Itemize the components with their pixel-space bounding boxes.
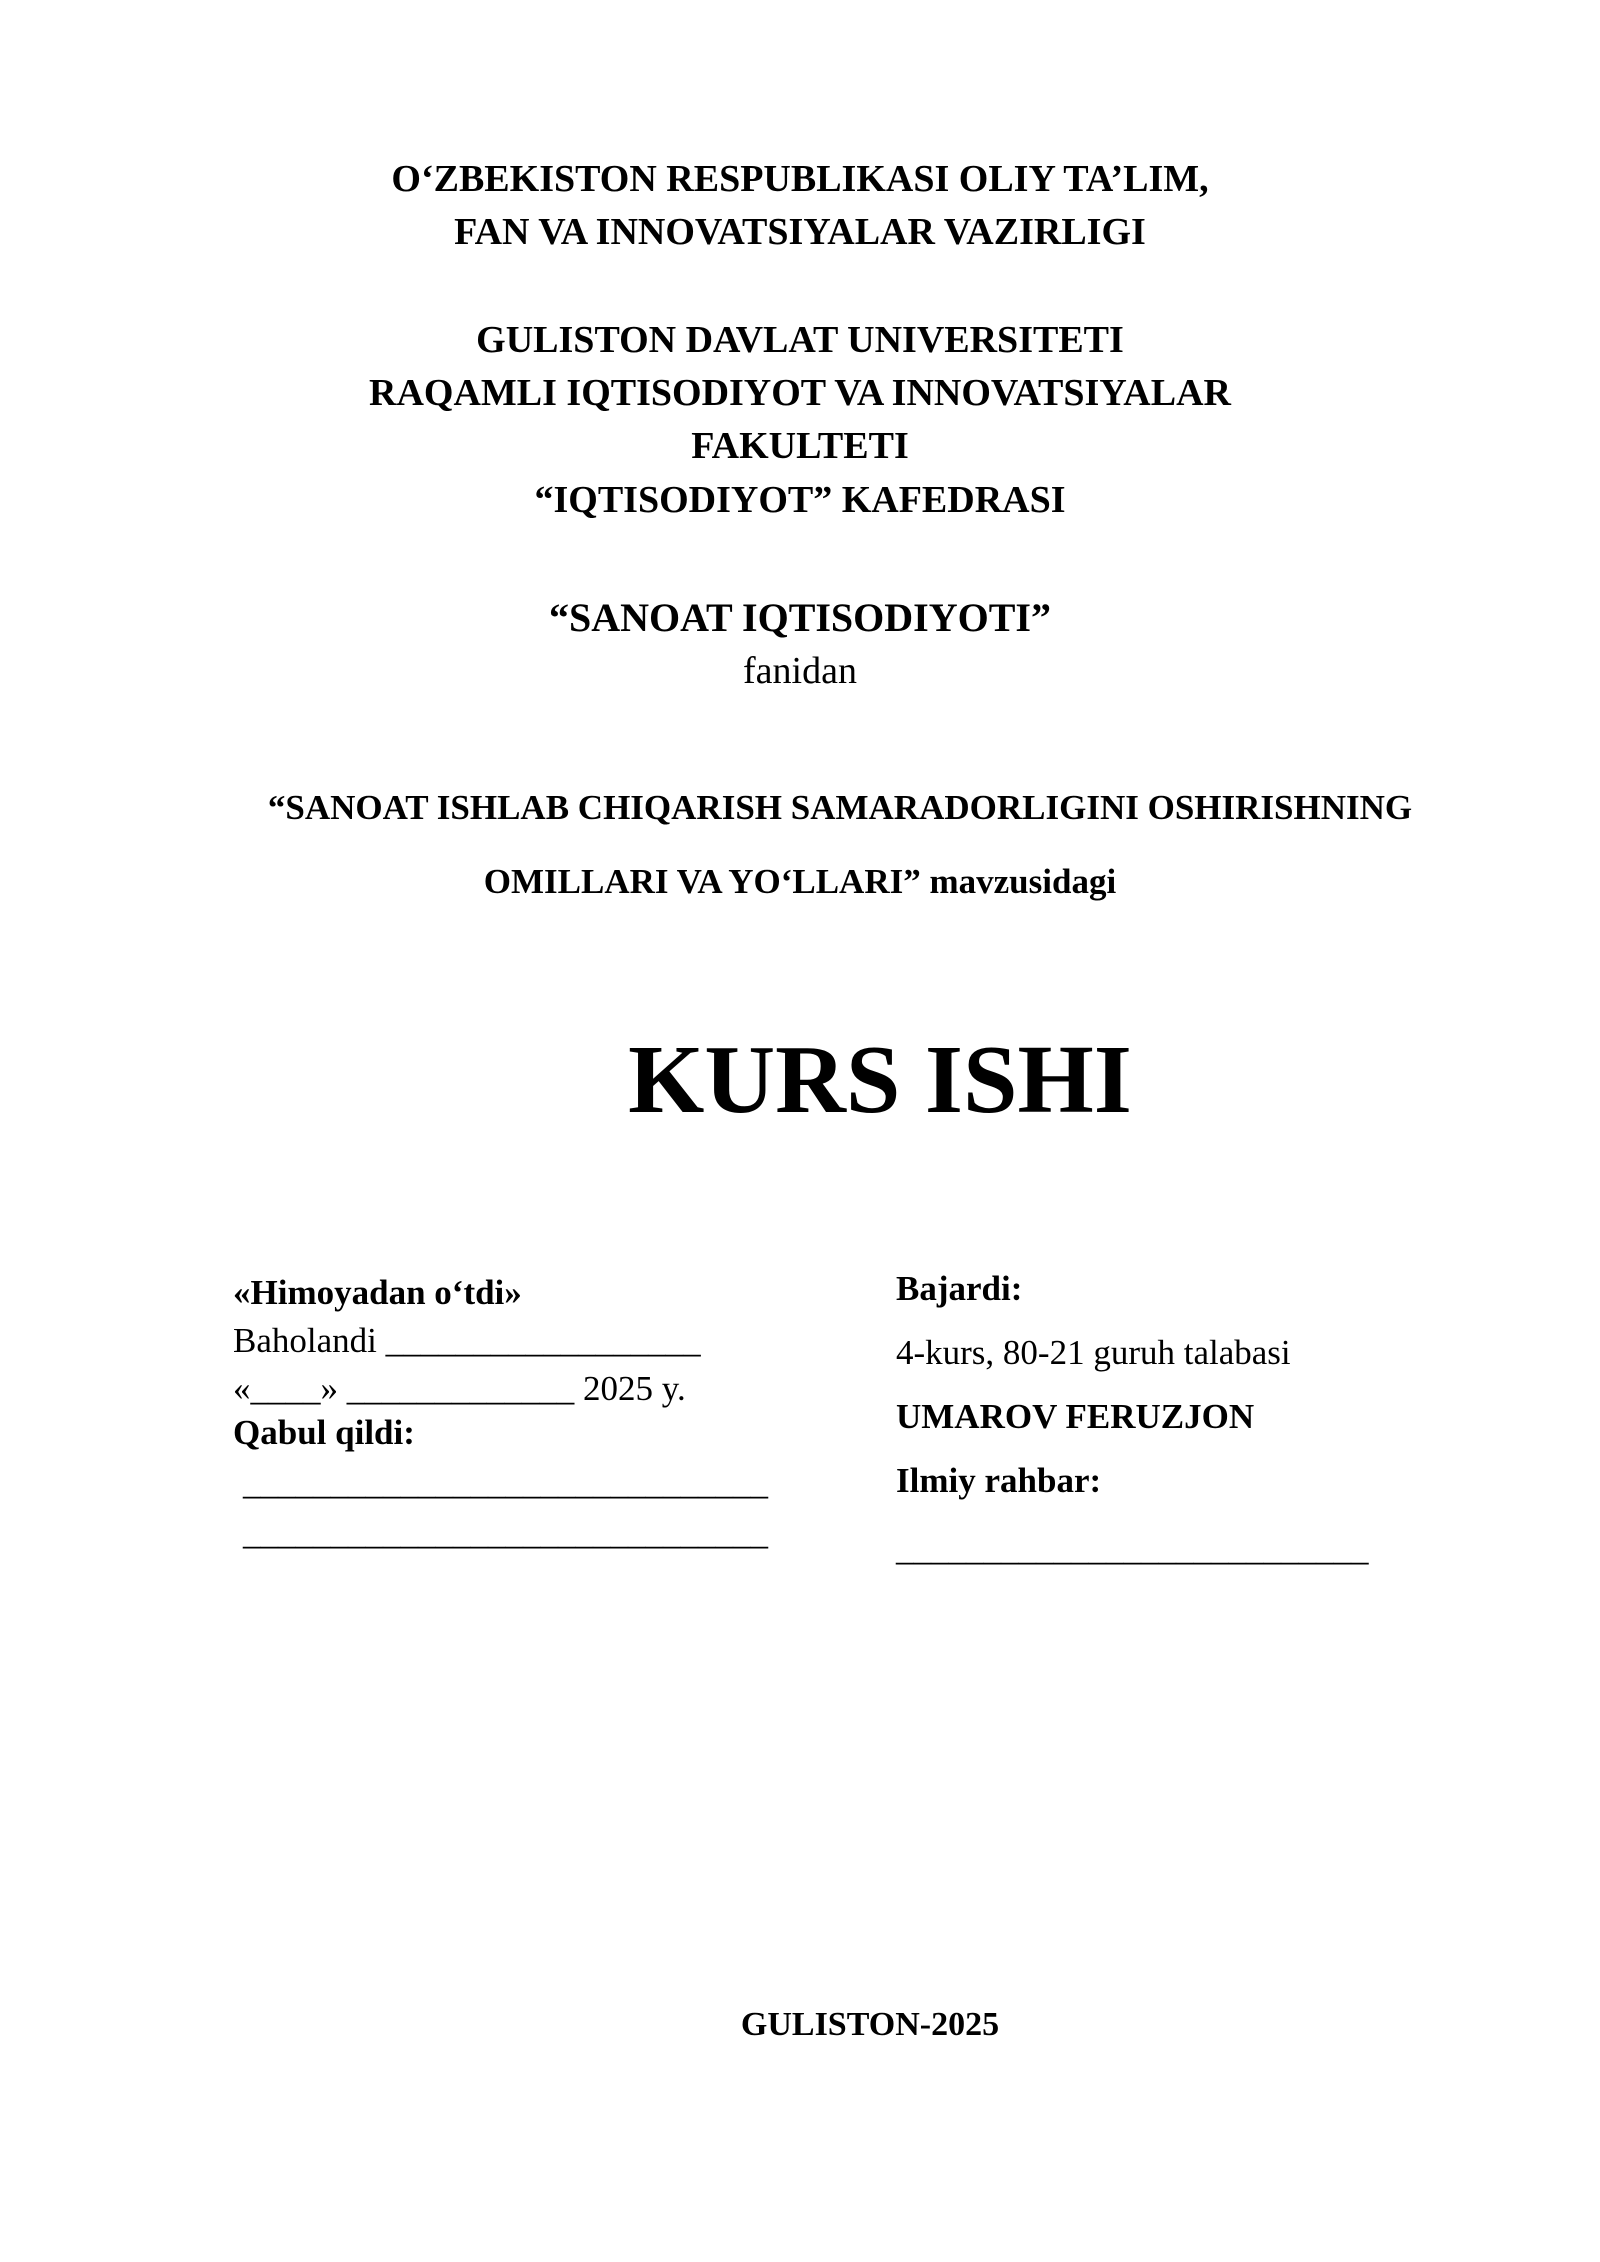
supervisor-label: Ilmiy rahbar: — [896, 1461, 1102, 1500]
defense-passed-label: «Himoyadan o‘tdi» — [233, 1273, 522, 1312]
signature-line-1: ______________________________ — [243, 1463, 768, 1502]
topic-line-2: OMILLARI VA YO‘LLARI” mavzusidagi — [483, 862, 1117, 901]
supervisor-signature-line: ___________________________ — [896, 1529, 1369, 1568]
subject-name: “SANOAT IQTISODIYOTI” — [549, 595, 1051, 640]
accepted-label: Qabul qildi: — [233, 1413, 415, 1452]
city-year-footer: GULISTON-2025 — [740, 2006, 1000, 2043]
student-name: UMAROV FERUZJON — [896, 1397, 1255, 1436]
defense-block — [233, 1268, 833, 1558]
done-label: Bajardi: — [896, 1269, 1023, 1308]
document-type-heading: KURS ISHI — [628, 1026, 1132, 1134]
graded-line: Baholandi __________________ — [233, 1321, 701, 1360]
defense-date-line: «____» _____________ 2025 y. — [233, 1369, 686, 1408]
ministry-line-2: FAN VA INNOVATSIYALAR VAZIRLIGI — [454, 211, 1146, 253]
department-name: “IQTISODIYOT” KAFEDRASI — [534, 479, 1066, 521]
signature-line-2: ______________________________ — [243, 1513, 768, 1552]
author-block — [896, 1264, 1456, 1574]
ministry-line-1: O‘ZBEKISTON RESPUBLIKASI OLIY TA’LIM, — [391, 158, 1209, 200]
subject-suffix: fanidan — [743, 650, 857, 692]
student-course: 4-kurs, 80-21 guruh talabasi — [896, 1333, 1291, 1372]
faculty-line-2: FAKULTETI — [691, 425, 909, 467]
topic-line-1: “SANOAT ISHLAB CHIQARISH SAMARADORLIGINI OSHIRISHNING — [267, 788, 1413, 827]
faculty-line-1: RAQAMLI IQTISODIYOT VA INNOVATSIYALAR — [369, 372, 1231, 414]
university-name: GULISTON DAVLAT UNIVERSITETI — [476, 319, 1124, 361]
